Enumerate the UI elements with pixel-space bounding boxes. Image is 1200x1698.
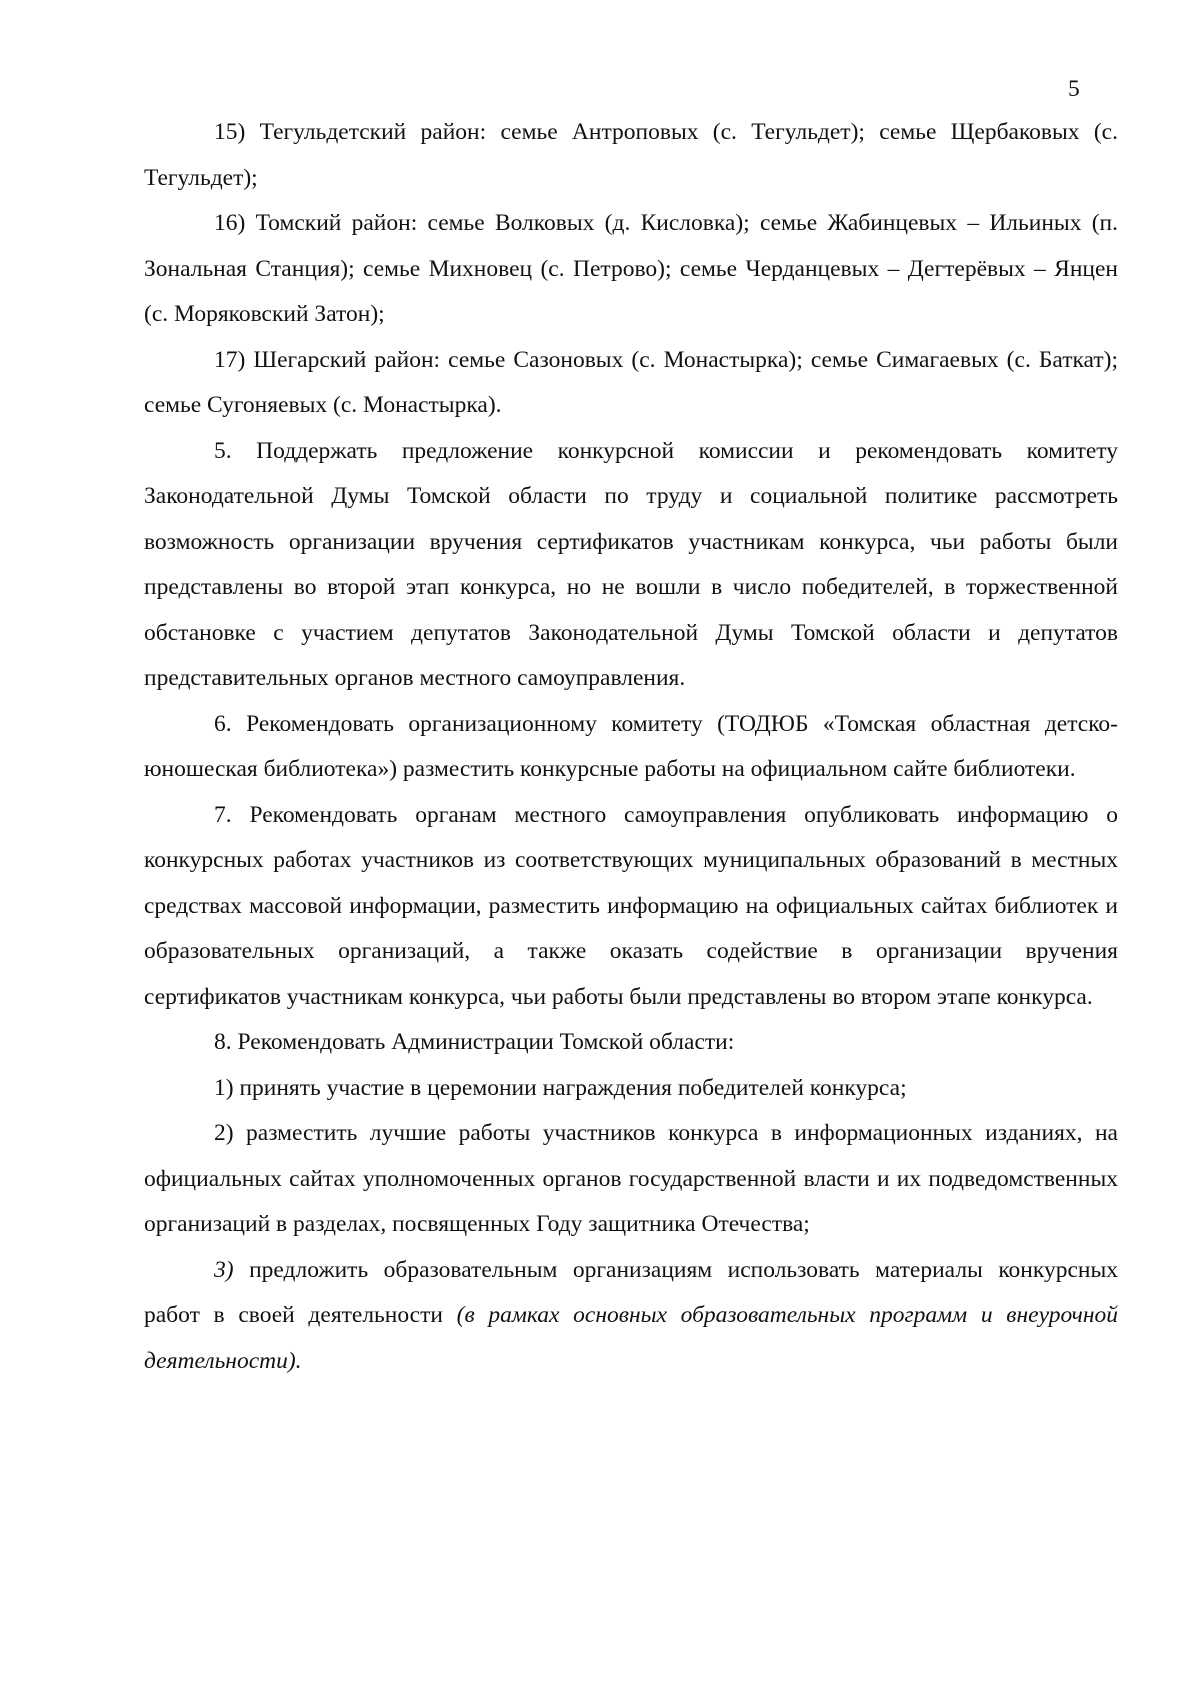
paragraph-district-15: 15) Тегульдетский район: семье Антроповых (с. Тегульдет); семье Щербаковых (с. Тегульдет); xyxy=(144,119,1118,191)
paragraph-item-6: 6. Рекомендовать организационному комитету (ТОДЮБ «Томская областная детско-юношеская библиотека») разместить конкурсные работы на официальном сайте библиотеки. xyxy=(144,710,1118,782)
item-8-3-italic-note: (в рамках основных образовательных программ и внеурочной деятельности). xyxy=(144,1302,1118,1374)
paragraph-district-16: 16) Томский район: семье Волковых (д. Кисловка); семье Жабинцевых – Ильиных (п. Зональная Станция); семье Михновец (с. Петрово); семье Черданцевых – Дегтерёвых – Янцен (с. Моряковский Затон); xyxy=(144,210,1118,327)
paragraph-district-17: 17) Шегарский район: семье Сазоновых (с. Монастырка); семье Симагаевых (с. Баткат); семье Сугоняевых (с. Монастырка). xyxy=(144,346,1118,418)
document-body xyxy=(144,110,1118,1384)
page-number: 5 xyxy=(1068,76,1080,102)
paragraph-item-5: 5. Поддержать предложение конкурсной комиссии и рекомендовать комитету Законодательной Думы Томской области по труду и социальной политике рассмотреть возможность организации вручения сертификатов участникам конкурса, чьи работы были представлены во второй этап конкурса, но не вошли в число победителей, в торжественной обстановке с участием депутатов Законодательной Думы Томской области и депутатов представительных органов местного самоуправления. xyxy=(144,437,1118,691)
paragraph-item-8-3 xyxy=(144,1248,1118,1385)
item-8-3-text: предложить образовательным организациям использовать материалы конкурсных работ в своей деятельности xyxy=(144,1256,1118,1328)
item-8-3-number: 3) xyxy=(214,1256,234,1283)
paragraph-item-8-2: 2) разместить лучшие работы участников конкурса в информационных изданиях, на официальных сайтах уполномоченных органов государственной власти и их подведомственных организаций в разделах, посвященных Году защитника Отечества; xyxy=(144,1120,1118,1237)
paragraph-item-7: 7. Рекомендовать органам местного самоуправления опубликовать информацию о конкурсных работах участников из соответствующих муниципальных образований в местных средствах массовой информации, разместить информацию на официальных сайтах библиотек и образовательных организаций, а также оказать содействие в организации вручения сертификатов участникам конкурса, чьи работы были представлены во втором этапе конкурса. xyxy=(144,801,1118,1010)
paragraph-item-8-1: 1) принять участие в церемонии награждения победителей конкурса; xyxy=(214,1074,907,1101)
paragraph-item-8: 8. Рекомендовать Администрации Томской области: xyxy=(214,1029,735,1055)
